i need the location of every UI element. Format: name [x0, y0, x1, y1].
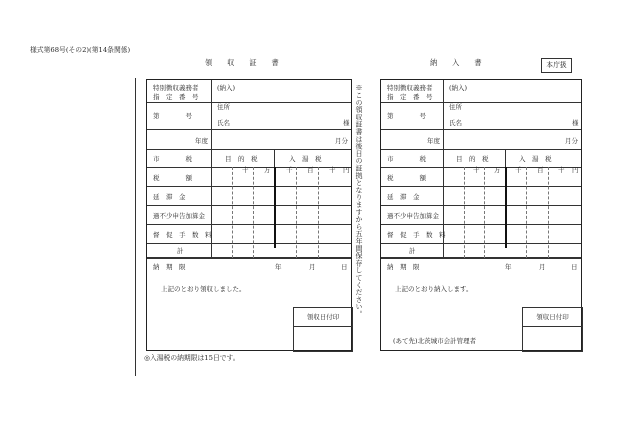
form-label: 過不少申告加算金: [153, 212, 205, 220]
form-label: 千: [515, 166, 522, 174]
form-label: 万: [494, 166, 501, 174]
receipt-title: 領 収 証 書: [205, 58, 279, 67]
form-label: 督 促 手 数 料: [153, 231, 212, 239]
form-label: 第 号: [153, 112, 192, 120]
form-label: 十: [473, 166, 480, 174]
stamp-box: [522, 307, 583, 352]
form-label: 百: [307, 166, 314, 174]
form-label: 納 期 限: [387, 263, 420, 271]
form-label: 日: [571, 263, 578, 271]
form-label: 上記のとおり納入します。: [395, 285, 473, 293]
form-label: 月分: [565, 137, 578, 145]
office-badge: 本庁扱: [541, 58, 572, 73]
form-label: 百: [537, 166, 544, 174]
form-label: 日: [341, 263, 348, 271]
receipt-form: [146, 79, 352, 351]
form-label: 過不少申告加算金: [387, 212, 439, 220]
form-label: 目 的 税: [456, 155, 489, 163]
form-label: 入 湯 税: [519, 155, 552, 163]
form-label: 月: [539, 263, 546, 271]
form-label: 円: [572, 166, 579, 174]
form-label: 市 税: [387, 155, 426, 163]
form-label: 様: [572, 119, 579, 127]
payment-title: 納 入 書: [430, 58, 482, 67]
form-label: 様: [343, 119, 350, 127]
form-number: 様式第68号(その2)(第14条関係): [30, 46, 131, 54]
payment-form: [380, 79, 582, 351]
form-label: 万: [264, 166, 271, 174]
form-label: 氏名: [449, 119, 462, 127]
form-label: 上記のとおり領収しました。: [161, 285, 246, 293]
vertical-notice: ※この領収証書は後日の証拠となりますから五年間保存してください。: [355, 84, 363, 318]
form-label: 第 号: [387, 112, 426, 120]
form-label: 円: [343, 166, 350, 174]
form-label: 千: [286, 166, 293, 174]
form-label: 指 定 番 号: [387, 93, 433, 101]
form-label: 十: [329, 166, 336, 174]
form-label: 住所: [217, 103, 230, 111]
form-label: 市 税: [153, 155, 192, 163]
form-label: 特別徴収義務者: [153, 84, 199, 92]
form-label: 納 期 限: [153, 263, 186, 271]
stamp-box: [293, 307, 353, 352]
form-label: 年: [505, 263, 512, 271]
form-label: 計: [409, 247, 416, 255]
form-label: 年: [275, 263, 282, 271]
form-label: 特別徴収義務者: [387, 84, 433, 92]
form-label: 督 促 手 数 料: [387, 231, 446, 239]
form-label: 年度: [195, 137, 208, 145]
form-label: (納入): [217, 84, 236, 92]
form-label: 年度: [427, 137, 440, 145]
form-label: 入 湯 税: [289, 155, 322, 163]
form-label: 税 額: [153, 174, 192, 182]
form-label: 月: [309, 263, 316, 271]
form-label: 税 額: [387, 174, 426, 182]
form-label: (あて先)北茨城市会計管理者: [393, 337, 477, 345]
form-label: 住所: [449, 103, 462, 111]
form-label: 月分: [335, 137, 348, 145]
form-label: 延 滞 金: [387, 193, 420, 201]
margin-line: [135, 78, 136, 376]
form-label: (納入): [449, 84, 468, 92]
form-label: 目 的 税: [225, 155, 258, 163]
form-label: 十: [558, 166, 565, 174]
form-label: 氏名: [217, 119, 230, 127]
form-label: 指 定 番 号: [153, 93, 199, 101]
form-label: 領収日付印: [294, 308, 352, 327]
form-label: 領収日付印: [523, 308, 582, 327]
form-label: 計: [177, 247, 184, 255]
footer-note: ◎入湯税の納期限は15日です。: [144, 354, 240, 362]
form-label: 延 滞 金: [153, 193, 186, 201]
form-label: 十: [242, 166, 249, 174]
